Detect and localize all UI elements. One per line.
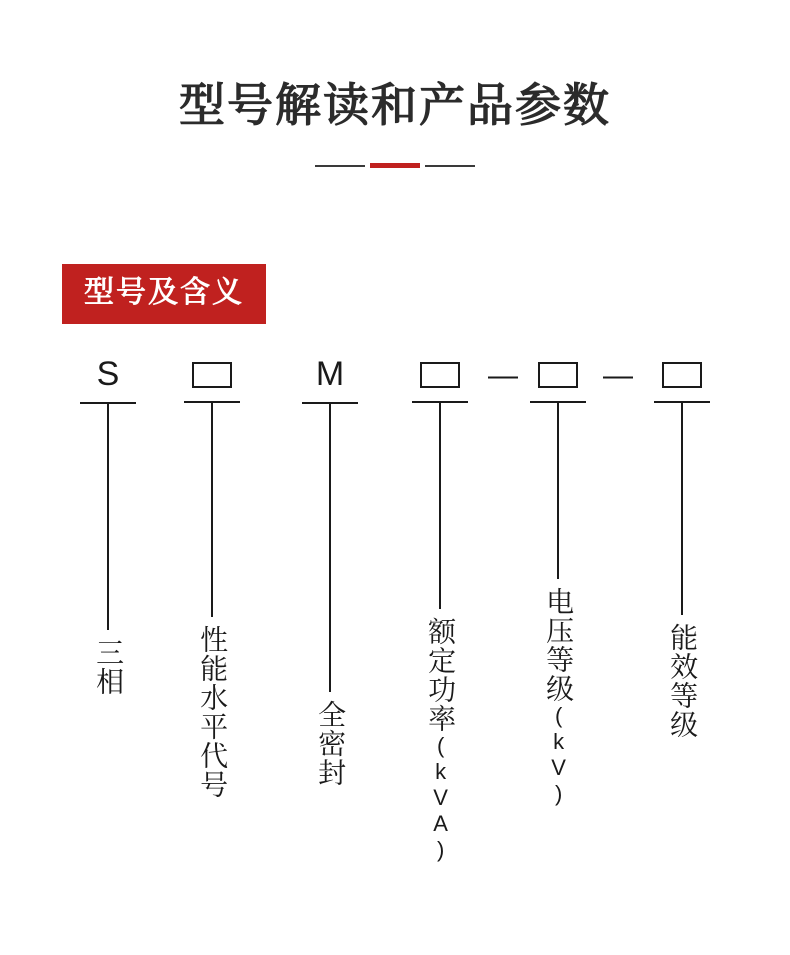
section-tag: 型号及含义 <box>62 264 266 324</box>
code-segment-5 <box>528 354 588 812</box>
code-symbol-2 <box>192 362 232 388</box>
code-segment-2 <box>182 354 242 804</box>
code-label-6: 能效等级 <box>667 623 699 739</box>
code-label-2: 性能水平代号 <box>197 625 229 799</box>
divider-accent <box>370 163 420 168</box>
code-unit-5: (kV) <box>546 703 572 807</box>
code-segment-3 <box>300 354 360 792</box>
code-stem-1 <box>107 404 109 630</box>
code-segment-6 <box>652 354 712 744</box>
code-label-1: 三相 <box>93 638 125 696</box>
page-title: 型号解读和产品参数 <box>179 79 611 131</box>
code-symbol-5 <box>538 362 578 388</box>
divider-line-right <box>425 165 475 167</box>
code-stem-5 <box>557 403 559 579</box>
code-label-3: 全密封 <box>315 700 347 787</box>
model-code-diagram <box>0 340 790 920</box>
code-label-4: 额定功率(kVA) <box>425 617 457 863</box>
divider-line-left <box>315 165 365 167</box>
code-symbol-4 <box>420 362 460 388</box>
code-stem-2 <box>211 403 213 617</box>
code-symbol-3: M <box>315 355 345 393</box>
code-segment-4 <box>410 354 470 868</box>
code-separator-1: — <box>488 359 518 392</box>
code-unit-4: (kVA) <box>428 733 454 863</box>
title-divider <box>315 161 475 171</box>
code-separator-2: — <box>603 359 633 392</box>
code-stem-6 <box>681 403 683 615</box>
code-segment-1 <box>78 354 138 701</box>
code-stem-4 <box>439 403 441 609</box>
code-stem-3 <box>329 404 331 692</box>
code-label-5: 电压等级(kV) <box>543 587 575 807</box>
code-symbol-1: S <box>96 355 120 393</box>
code-symbol-6 <box>662 362 702 388</box>
